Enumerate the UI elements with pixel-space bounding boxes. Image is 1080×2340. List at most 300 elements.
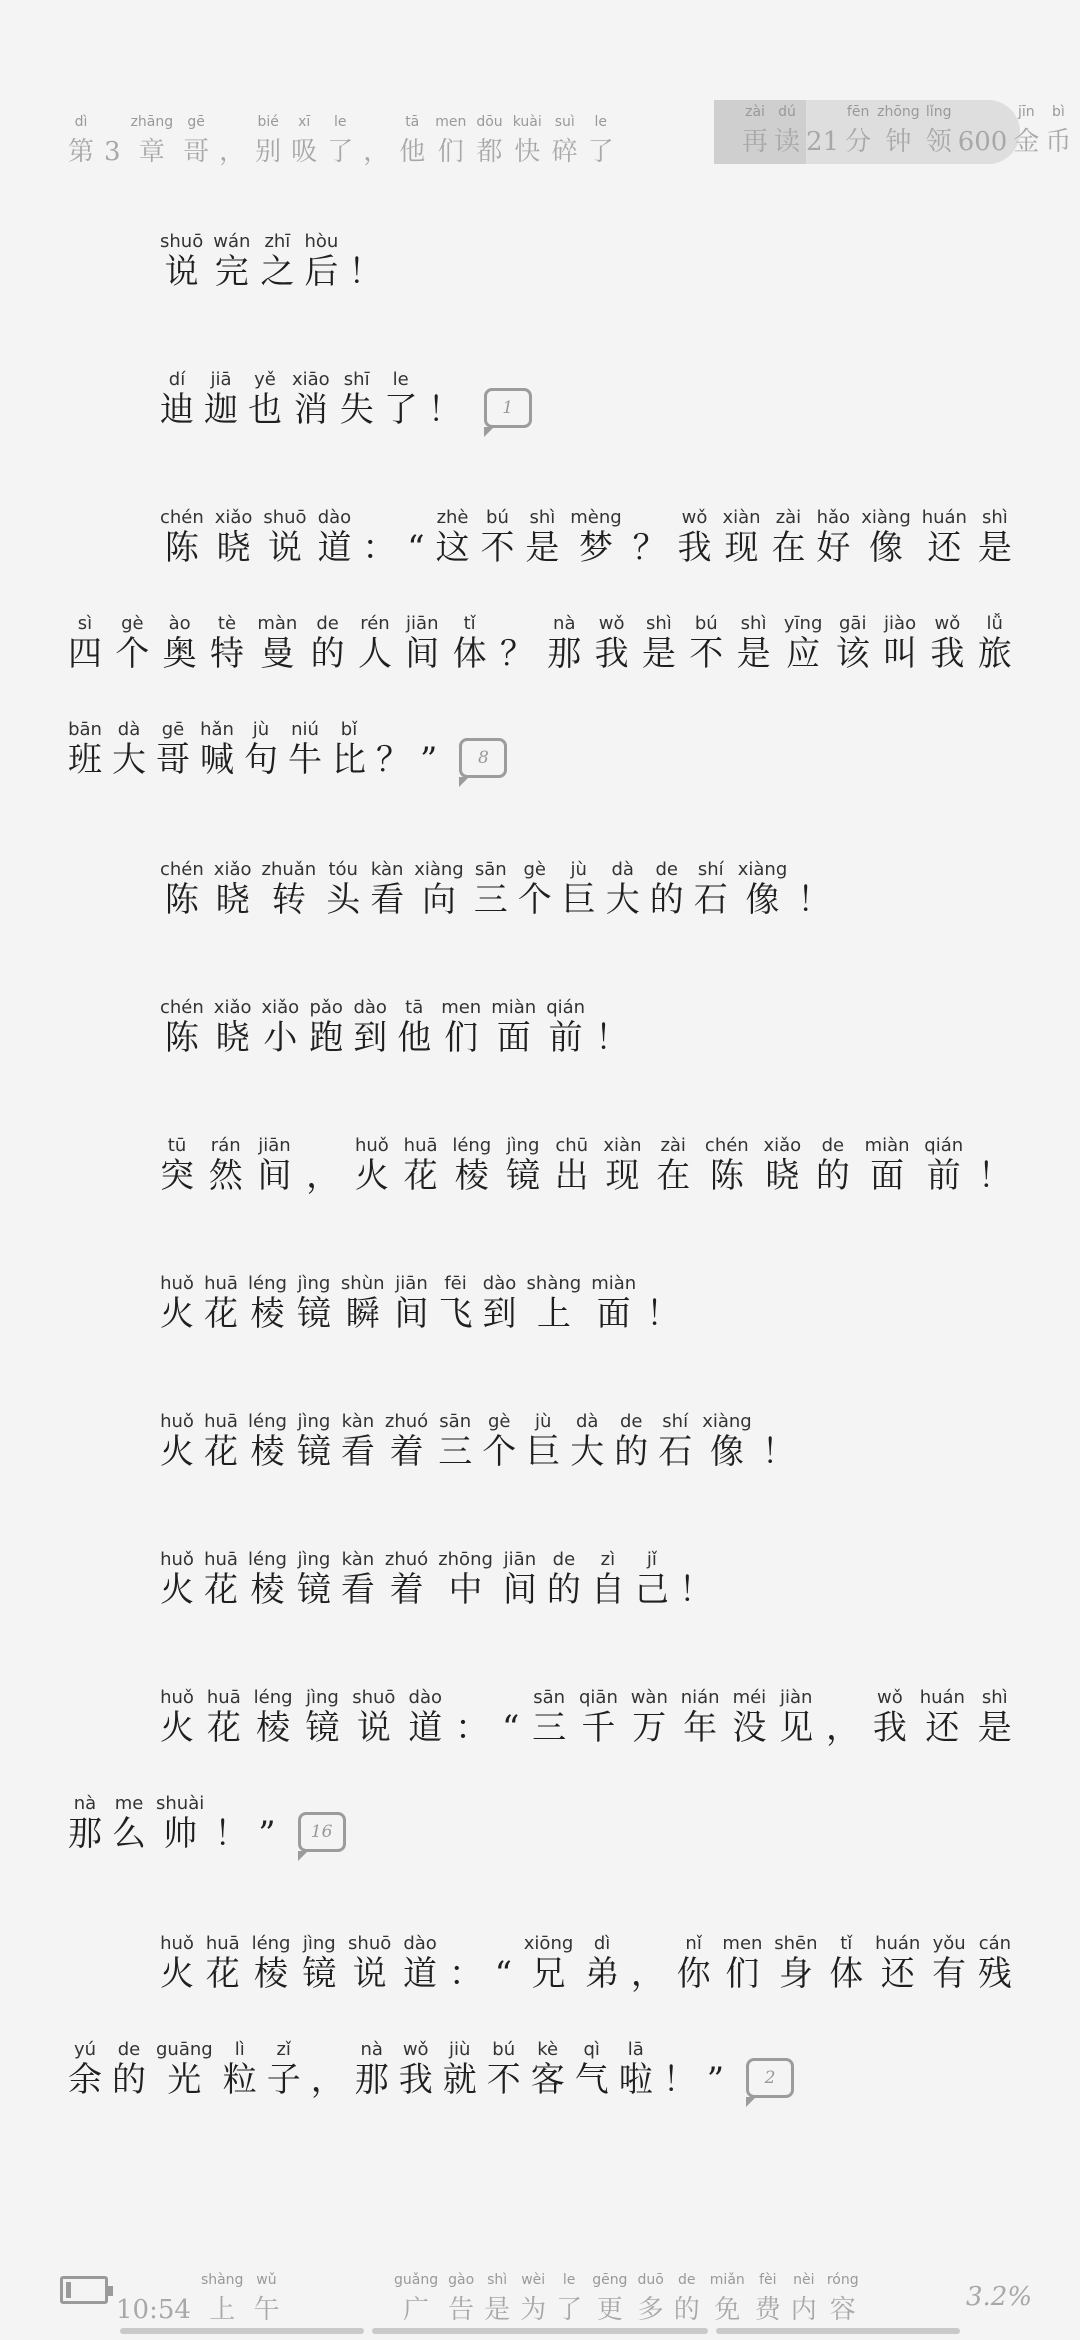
hanzi: 了 [556, 2295, 583, 2325]
hanzi-with-pinyin [531, 2040, 565, 2100]
pinyin: huán [919, 1687, 965, 1708]
hanzi-with-pinyin [483, 1274, 517, 1334]
pinyin: miàn [491, 997, 537, 1018]
hanzi-with-pinyin [606, 860, 640, 920]
hanzi: 他 [399, 137, 426, 167]
hanzi-with-pinyin [223, 2040, 257, 2100]
hanzi-with-pinyin [384, 370, 418, 430]
pinyin: huán [921, 507, 967, 528]
hanzi-with-pinyin [297, 1550, 331, 1610]
hanzi: 现 [605, 1156, 640, 1196]
hanzi: 残 [977, 1954, 1012, 1994]
hanzi: 更 [596, 2295, 623, 2325]
pinyin: hòu [304, 231, 339, 252]
pinyin: léng [248, 1411, 287, 1432]
punctuation [455, 1688, 489, 1748]
reading-reward-pill[interactable] [714, 100, 1072, 164]
hanzi: 句 [244, 740, 278, 780]
hanzi: ？ [632, 528, 667, 568]
hanzi: 消 [293, 390, 328, 430]
hanzi-with-pinyin [487, 2040, 521, 2100]
hanzi-with-pinyin [355, 1136, 389, 1196]
hanzi: 现 [724, 528, 759, 568]
pinyin: zhī [264, 231, 291, 252]
pinyin: wǒ [681, 507, 708, 528]
hanzi-with-pinyin [710, 2270, 745, 2330]
pinyin: shì [981, 1687, 1008, 1708]
hanzi-with-pinyin [742, 102, 768, 162]
hanzi-with-pinyin [585, 1934, 619, 1994]
hanzi: ！ [427, 390, 462, 430]
punctuation [595, 998, 629, 1058]
pinyin: màn [257, 613, 298, 634]
hanzi: 该 [835, 634, 870, 674]
pinyin: suì [554, 114, 575, 130]
pinyin: xī [298, 114, 311, 130]
hanzi: 迦 [204, 390, 238, 430]
pinyin: qián [924, 1135, 964, 1156]
hanzi: 火 [160, 1432, 194, 1472]
chapter-title [68, 112, 624, 172]
hanzi: 自 [590, 1570, 625, 1610]
pinyin: xiǎo [214, 507, 253, 528]
hanzi-with-pinyin [255, 112, 281, 172]
pinyin: bǐ [340, 719, 358, 740]
hanzi-with-pinyin [68, 614, 102, 674]
hanzi: 个 [115, 634, 150, 674]
hanzi-with-pinyin [207, 1688, 241, 1748]
hanzi-with-pinyin [257, 1136, 291, 1196]
hanzi-with-pinyin [526, 1412, 560, 1472]
hanzi: 是 [484, 2295, 511, 2325]
punctuation [219, 112, 245, 172]
hanzi: 3 [104, 137, 121, 167]
hanzi: 棱 [454, 1156, 489, 1196]
hanzi: 费 [754, 2295, 781, 2325]
hanzi: 三 [438, 1432, 473, 1472]
hanzi: 三 [473, 880, 508, 920]
pinyin: dà [117, 719, 141, 740]
pinyin: tā [405, 997, 424, 1018]
pinyin: xiàng [702, 1411, 752, 1432]
hanzi: ！ [595, 1018, 630, 1058]
hanzi: 旅 [977, 634, 1012, 674]
hanzi-with-pinyin [267, 2040, 301, 2100]
pinyin: yú [73, 2039, 97, 2060]
pinyin: xiàn [722, 507, 761, 528]
hanzi: 哥 [183, 137, 210, 167]
text-line [160, 1688, 1012, 1748]
hanzi: 道 [317, 528, 352, 568]
hanzi-with-pinyin [214, 860, 252, 920]
pinyin: nèi [793, 2272, 815, 2288]
comment-count-badge[interactable]: 16 [298, 1812, 346, 1852]
hanzi: 三 [532, 1708, 567, 1748]
pinyin: shí [662, 1411, 689, 1432]
hanzi-with-pinyin [131, 112, 174, 172]
hanzi: ！ [662, 2060, 697, 2100]
hanzi: 着 [389, 1570, 424, 1610]
punctuation [500, 614, 534, 674]
hanzi-with-pinyin [112, 2040, 146, 2100]
hanzi-with-pinyin [160, 1550, 194, 1610]
hanzi-with-pinyin [513, 112, 542, 172]
hanzi: 陈 [164, 880, 199, 920]
hanzi: ， [630, 1954, 665, 1994]
hanzi: 巨 [526, 1432, 561, 1472]
hanzi-with-pinyin [288, 720, 322, 780]
pinyin: jiān [503, 1549, 537, 1570]
pinyin: huā [403, 1135, 438, 1156]
hanzi: 着 [389, 1432, 424, 1472]
pinyin: dà [575, 1411, 599, 1432]
hanzi-with-pinyin [836, 614, 870, 674]
hanzi-with-pinyin [438, 1550, 493, 1610]
punctuation [214, 1794, 248, 1854]
hanzi-with-pinyin [156, 1794, 204, 1854]
pinyin: tóu [328, 859, 358, 880]
pinyin: zì [600, 1549, 616, 1570]
hanzi: 们 [725, 1954, 760, 1994]
hanzi: 读 [774, 127, 801, 157]
pinyin: bú [492, 2039, 516, 2060]
hanzi: 金 [1013, 127, 1040, 157]
hanzi-with-pinyin [978, 1688, 1012, 1748]
hanzi: 镜 [296, 1294, 331, 1334]
hanzi: 章 [138, 137, 165, 167]
hanzi: 们 [437, 137, 464, 167]
pinyin: zhè [436, 507, 469, 528]
hanzi-with-pinyin [160, 1274, 194, 1334]
hanzi: 了 [327, 137, 354, 167]
punctuation [348, 232, 382, 292]
hanzi: 再 [742, 127, 769, 157]
pinyin: jù [570, 859, 587, 880]
hanzi-with-pinyin [332, 720, 366, 780]
pinyin: chén [160, 859, 204, 880]
pinyin: le [333, 114, 347, 130]
hanzi: ！ [678, 1570, 713, 1610]
hanzi: 突 [160, 1156, 194, 1196]
hanzi: 是 [977, 1708, 1012, 1748]
hanzi-with-pinyin [215, 508, 253, 568]
hanzi: 分 [845, 127, 872, 157]
hanzi: 的 [649, 880, 684, 920]
clock-time [116, 2270, 289, 2330]
pinyin: dào [403, 1933, 437, 1954]
hanzi: 哥 [156, 740, 190, 780]
hanzi-with-pinyin [763, 1136, 801, 1196]
hanzi-with-pinyin [291, 112, 317, 172]
hanzi-with-pinyin [650, 860, 684, 920]
pinyin: shàng [200, 2272, 244, 2288]
punctuation [679, 1550, 713, 1610]
pinyin: gē [161, 719, 185, 740]
hanzi-with-pinyin [722, 508, 760, 568]
pinyin: jiù [448, 2039, 471, 2060]
punctuation [663, 2040, 697, 2100]
text-line [160, 508, 1012, 568]
pinyin: le [562, 2272, 576, 2288]
pinyin: zhōng [438, 1549, 493, 1570]
hanzi: 奥 [162, 634, 197, 674]
hanzi: 不 [486, 2060, 521, 2100]
pinyin: jiā [210, 369, 232, 390]
hanzi: 午 [253, 2295, 280, 2325]
hanzi-with-pinyin [452, 1136, 491, 1196]
hanzi: ” [706, 2060, 725, 2100]
hanzi-with-pinyin [637, 2270, 663, 2330]
hanzi: 帅 [163, 1814, 198, 1854]
hanzi-with-pinyin [209, 1136, 243, 1196]
hanzi: 看 [340, 1570, 375, 1610]
hanzi: 面 [870, 1156, 905, 1196]
hanzi-with-pinyin [341, 1412, 375, 1472]
hanzi-with-pinyin [160, 998, 204, 1058]
hanzi: 还 [925, 1708, 960, 1748]
hanzi-with-pinyin [791, 2270, 817, 2330]
hanzi: ， [310, 2060, 345, 2100]
text-line [160, 370, 532, 430]
hanzi: 么 [112, 1814, 146, 1854]
hanzi: 人 [357, 634, 392, 674]
hanzi: 他 [397, 1018, 432, 1058]
pinyin: jiàn [779, 1687, 813, 1708]
progress-segment [120, 2328, 364, 2334]
hanzi: 在 [771, 528, 806, 568]
hanzi-with-pinyin [248, 1550, 287, 1610]
hanzi-with-pinyin [546, 998, 585, 1058]
hanzi: 啦 [618, 2060, 653, 2100]
punctuation [428, 370, 462, 430]
hanzi-with-pinyin [861, 508, 911, 568]
hanzi-with-pinyin [160, 508, 204, 568]
pinyin: léng [248, 1273, 287, 1294]
hanzi: 牛 [288, 740, 322, 780]
hanzi: 看 [370, 880, 405, 920]
hanzi-with-pinyin [547, 614, 581, 674]
comment-count-badge[interactable]: 8 [459, 738, 507, 778]
hanzi: 晓 [215, 1018, 250, 1058]
pinyin: chén [704, 1135, 749, 1156]
punctuation [646, 1274, 680, 1334]
hanzi-with-pinyin [317, 508, 351, 568]
hanzi: 不 [480, 528, 515, 568]
pinyin: jù [252, 719, 270, 740]
hanzi-with-pinyin [414, 860, 464, 920]
pinyin: tè [217, 613, 237, 634]
hanzi: 棱 [254, 1954, 289, 1994]
hanzi: 领 [925, 127, 952, 157]
hanzi: ！ [214, 1814, 249, 1854]
pinyin: wǒ [598, 613, 625, 634]
hanzi: 陈 [709, 1156, 744, 1196]
pinyin: yě [254, 369, 276, 390]
hanzi: 我 [594, 634, 629, 674]
hanzi-with-pinyin [214, 998, 252, 1058]
hanzi-with-pinyin [204, 370, 238, 430]
pinyin: bú [694, 613, 718, 634]
hanzi: 体 [452, 634, 487, 674]
hanzi-with-pinyin [525, 508, 559, 568]
hanzi: 在 [656, 1156, 691, 1196]
hanzi: 棱 [250, 1294, 285, 1334]
pinyin: wǒ [934, 613, 961, 634]
hanzi: 到 [353, 1018, 388, 1058]
pinyin: chén [160, 507, 204, 528]
hanzi: 间 [502, 1570, 537, 1610]
hanzi-with-pinyin [678, 508, 712, 568]
hanzi: 四 [68, 634, 102, 674]
hanzi: 我 [677, 528, 712, 568]
hanzi-with-pinyin [408, 1688, 442, 1748]
pinyin: yǒu [932, 1933, 966, 1954]
hanzi: 道 [408, 1708, 443, 1748]
pinyin: shēn [774, 1933, 818, 1954]
hanzi-with-pinyin [204, 1550, 238, 1610]
hanzi-with-pinyin [978, 614, 1012, 674]
punctuation [258, 1794, 275, 1854]
text-line [160, 232, 392, 292]
hanzi: 晓 [765, 1156, 800, 1196]
hanzi-with-pinyin [341, 1550, 375, 1610]
text-line [68, 1794, 346, 1854]
hanzi: 还 [880, 1954, 915, 1994]
text-line [68, 2040, 794, 2100]
hanzi: 的 [310, 634, 345, 674]
pinyin: dú [778, 104, 796, 120]
pinyin: ào [168, 613, 191, 634]
hanzi-with-pinyin [816, 1136, 850, 1196]
hanzi: 晓 [215, 880, 250, 920]
hanzi-with-pinyin [779, 1688, 813, 1748]
hanzi: ： [448, 1954, 483, 1994]
pinyin: qiān [578, 1687, 618, 1708]
hanzi-with-pinyin [738, 860, 788, 920]
pinyin: jìng [506, 1135, 540, 1156]
hanzi: ： [362, 528, 397, 568]
hanzi: 我 [930, 634, 965, 674]
hanzi: 气 [574, 2060, 609, 2100]
hanzi-with-pinyin [689, 614, 723, 674]
hanzi-with-pinyin [552, 112, 578, 172]
hanzi: 棱 [250, 1432, 285, 1472]
hanzi-with-pinyin [520, 2270, 546, 2330]
pinyin: men [435, 114, 467, 130]
punctuation [806, 102, 839, 162]
pinyin: de [821, 1135, 845, 1156]
pinyin: rén [360, 613, 390, 634]
hanzi: ！ [348, 252, 383, 292]
hanzi: 还 [927, 528, 962, 568]
hanzi-with-pinyin [204, 1412, 238, 1472]
hanzi-with-pinyin [677, 1934, 711, 1994]
pinyin: de [552, 1549, 576, 1570]
hanzi-with-pinyin [877, 102, 920, 162]
hanzi-with-pinyin [348, 1934, 391, 1994]
hanzi-with-pinyin [292, 370, 330, 430]
hanzi-with-pinyin [254, 1688, 293, 1748]
hanzi-with-pinyin [385, 1550, 428, 1610]
pinyin: huǒ [354, 1135, 389, 1156]
punctuation [826, 1688, 860, 1748]
hanzi: 内 [790, 2295, 817, 2325]
hanzi-with-pinyin [588, 112, 614, 172]
pinyin: shuō [263, 507, 307, 528]
pinyin: yīng [783, 613, 823, 634]
hanzi: 瞬 [345, 1294, 380, 1334]
hanzi: 说 [352, 1954, 387, 1994]
hanzi: 年 [683, 1708, 718, 1748]
hanzi: 道 [403, 1954, 438, 1994]
hanzi-with-pinyin [932, 1934, 966, 1994]
hanzi: 吸 [291, 137, 318, 167]
pinyin: jiào [884, 613, 917, 634]
hanzi: ” [420, 740, 438, 780]
pinyin: hǎn [200, 719, 234, 740]
pinyin: méi [732, 1687, 767, 1708]
hanzi: 棱 [250, 1570, 285, 1610]
pinyin: xiǎo [213, 997, 252, 1018]
pinyin: huǒ [160, 1411, 194, 1432]
comment-count-badge[interactable]: 2 [746, 2058, 794, 2098]
hanzi: ： [455, 1708, 490, 1748]
hanzi: “ [494, 1954, 512, 1994]
pinyin: miàn [864, 1135, 910, 1156]
pinyin: zǐ [276, 2039, 291, 2060]
pinyin: wèi [521, 2272, 546, 2288]
hanzi-with-pinyin [556, 2270, 582, 2330]
hanzi: ！ [797, 880, 832, 920]
hanzi: 钟 [885, 127, 912, 157]
punctuation [311, 2040, 345, 2100]
hanzi: 火 [354, 1156, 389, 1196]
comment-count-badge[interactable]: 1 [484, 388, 532, 428]
hanzi-with-pinyin [591, 1274, 636, 1334]
pinyin: wǔ [256, 2272, 277, 2288]
hanzi-with-pinyin [658, 1412, 692, 1472]
hanzi: 万 [632, 1708, 667, 1748]
pinyin: sān [533, 1687, 566, 1708]
hanzi-with-pinyin [562, 860, 596, 920]
hanzi-with-pinyin [305, 1688, 339, 1748]
hanzi-with-pinyin [922, 508, 967, 568]
punctuation [495, 1934, 512, 1994]
hanzi: ！ [646, 1294, 681, 1334]
pinyin: nián [680, 1687, 720, 1708]
hanzi-with-pinyin [524, 1934, 574, 1994]
hanzi-with-pinyin [491, 998, 536, 1058]
pinyin: tā [405, 114, 420, 130]
hanzi: 说 [356, 1708, 391, 1748]
hanzi-with-pinyin [480, 508, 514, 568]
hanzi: 你 [676, 1954, 711, 1994]
hanzi-with-pinyin [829, 1934, 863, 1994]
hanzi: 花 [204, 1570, 238, 1610]
hanzi-with-pinyin [873, 1688, 907, 1748]
pinyin: nà [73, 1793, 97, 1814]
pinyin: de [316, 613, 339, 634]
pinyin: jiān [258, 1135, 291, 1156]
hanzi-with-pinyin [438, 1412, 472, 1472]
hanzi: 不 [689, 634, 724, 674]
pinyin: xiǎo [213, 859, 252, 880]
hanzi-with-pinyin [631, 1688, 668, 1748]
hanzi-with-pinyin [248, 1412, 287, 1472]
pinyin: men [441, 997, 482, 1018]
hanzi: 客 [530, 2060, 565, 2100]
hanzi-with-pinyin [326, 860, 360, 920]
